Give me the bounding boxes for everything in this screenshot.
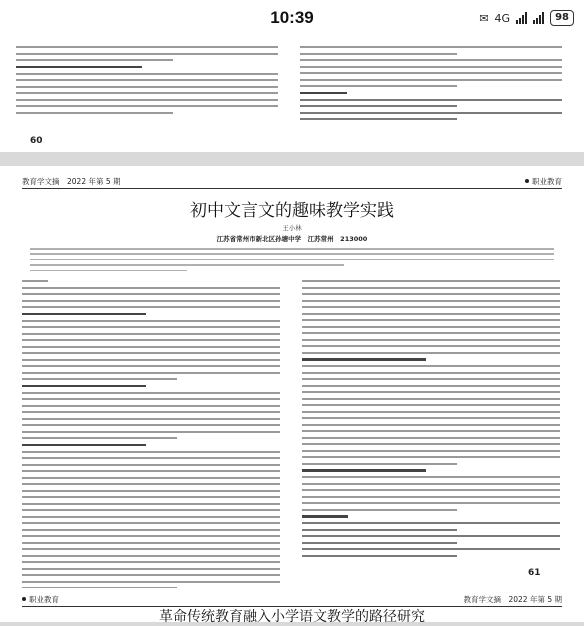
issue-label: 2022 年第 5 期 <box>67 176 121 186</box>
running-header <box>22 592 562 607</box>
journal-issue-label: 教育学文摘 2022 年第 5 期 <box>463 594 562 604</box>
bullet-icon <box>22 597 26 601</box>
page-number: 60 <box>30 136 43 146</box>
article-title: 初中文言文的趣味教学实践 <box>190 201 394 221</box>
page-number: 61 <box>528 568 541 578</box>
left-column <box>16 46 278 118</box>
network-label: 4G <box>494 11 511 25</box>
journal-name: 教育学文摘 <box>22 176 60 186</box>
abstract <box>30 248 554 275</box>
clock-time: 10:39 <box>270 8 314 27</box>
article-author: 王小林 <box>282 224 302 232</box>
signal-icon-secondary <box>533 12 544 24</box>
notification-icon: ✉ <box>479 11 489 25</box>
bullet-icon <box>525 179 529 183</box>
next-article-title: 革命传统教育融入小学语文教学的路径研究 <box>159 609 425 625</box>
running-header <box>22 174 562 189</box>
status-bar <box>0 0 584 40</box>
left-column <box>22 280 280 594</box>
section-label: 职业教育 <box>532 176 562 186</box>
previous-page <box>0 40 584 152</box>
status-icons <box>479 10 574 26</box>
section-label: 职业教育 <box>29 594 59 604</box>
right-column <box>302 280 560 561</box>
author-affiliation: 江苏省常州市新北区孙塘中学 江苏常州 213000 <box>216 235 368 243</box>
article-page <box>0 166 584 604</box>
signal-icon <box>516 12 527 24</box>
right-column <box>300 46 562 125</box>
battery-icon: 98 <box>550 10 574 26</box>
next-page <box>0 588 584 625</box>
